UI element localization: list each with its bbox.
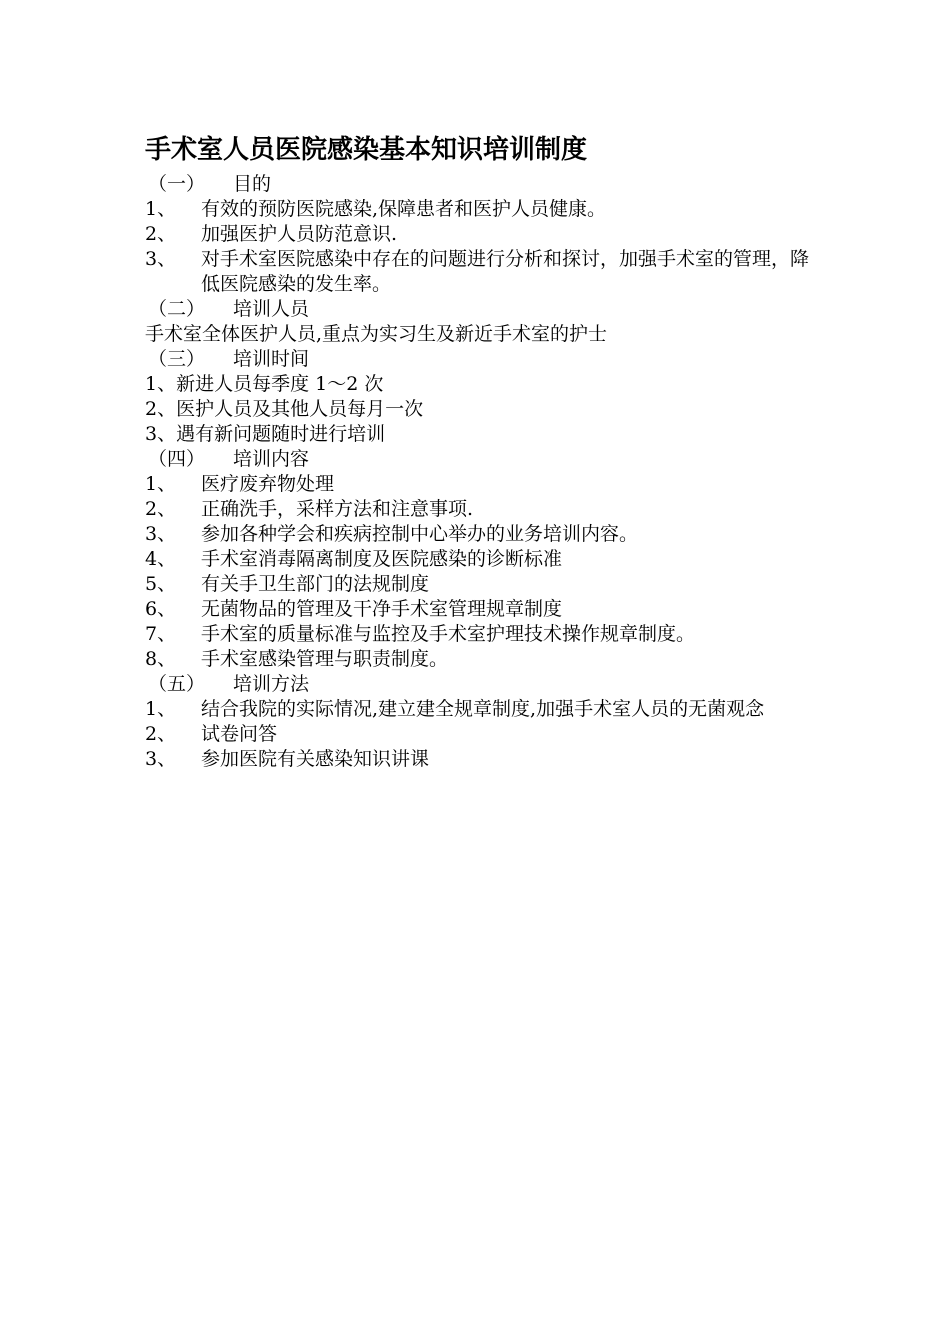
document-body <box>145 132 815 772</box>
list-item <box>145 647 815 672</box>
document-title: 手术室人员医院感染基本知识培训制度 <box>145 135 588 165</box>
item-text: 加强医护人员防范意识. <box>201 223 398 245</box>
section-heading <box>145 447 815 472</box>
paragraph: 3、遇有新问题随时进行培训 <box>145 423 386 445</box>
item-text: 参加医院有关感染知识讲课 <box>201 748 430 770</box>
item-text: 结合我院的实际情况,建立建全规章制度,加强手术室人员的无菌观念 <box>201 698 765 720</box>
item-text: 手术室消毒隔离制度及医院感染的诊断标准 <box>201 548 563 570</box>
item-number: 1、 <box>145 698 177 720</box>
paragraph: 手术室全体医护人员,重点为实习生及新近手术室的护士 <box>145 323 608 345</box>
item-text: 无菌物品的管理及干净手术室管理规章制度 <box>201 598 563 620</box>
list-item <box>145 222 815 247</box>
section-label: 培训时间 <box>233 348 310 370</box>
item-text: 对手术室医院感染中存在的问题进行分析和探讨，加强手术室的管理，降低医院感染的发生率。 <box>201 248 810 295</box>
section-heading <box>145 672 815 697</box>
item-text: 手术室的质量标准与监控及手术室护理技术操作规章制度。 <box>201 623 696 645</box>
item-number: 7、 <box>145 623 177 645</box>
list-item <box>145 697 815 722</box>
list-item <box>145 622 815 647</box>
paragraph: 2、医护人员及其他人员每月一次 <box>145 398 424 420</box>
list-item <box>145 722 815 747</box>
section-label: 培训人员 <box>233 298 310 320</box>
item-number: 4、 <box>145 548 177 570</box>
list-item <box>145 747 815 772</box>
item-text: 手术室感染管理与职责制度。 <box>201 648 449 670</box>
section-heading <box>145 172 815 197</box>
section-label: 目的 <box>233 173 272 195</box>
section-number: （一） <box>148 173 206 195</box>
list-item <box>145 472 815 497</box>
list-item <box>145 522 815 547</box>
list-item <box>145 497 815 522</box>
list-item <box>145 247 815 297</box>
item-text: 医疗废弃物处理 <box>201 473 335 495</box>
paragraph: 1、新进人员每季度 1～2 次 <box>145 373 384 395</box>
section-number: （三） <box>148 348 206 370</box>
section-number: （二） <box>148 298 206 320</box>
list-item <box>145 547 815 572</box>
section-heading <box>145 347 815 372</box>
item-number: 2、 <box>145 223 177 245</box>
item-number: 1、 <box>145 198 177 220</box>
item-number: 8、 <box>145 648 177 670</box>
item-text: 试卷问答 <box>201 723 278 745</box>
section-number: （四） <box>148 448 206 470</box>
item-number: 1、 <box>145 473 177 495</box>
item-text: 有效的预防医院感染,保障患者和医护人员健康。 <box>201 198 607 220</box>
item-number: 3、 <box>145 748 177 770</box>
item-text: 参加各种学会和疾病控制中心举办的业务培训内容。 <box>201 523 639 545</box>
item-number: 3、 <box>145 248 177 270</box>
list-item <box>145 597 815 622</box>
item-number: 2、 <box>145 498 177 520</box>
list-item <box>145 572 815 597</box>
item-number: 6、 <box>145 598 177 620</box>
item-number: 3、 <box>145 523 177 545</box>
section-heading <box>145 297 815 322</box>
list-item <box>145 197 815 222</box>
item-text: 有关手卫生部门的法规制度 <box>201 573 430 595</box>
section-label: 培训内容 <box>233 448 310 470</box>
item-number: 2、 <box>145 723 177 745</box>
item-text: 正确洗手，采样方法和注意事项. <box>201 498 474 520</box>
item-number: 5、 <box>145 573 177 595</box>
section-label: 培训方法 <box>233 673 310 695</box>
section-number: （五） <box>148 673 206 695</box>
